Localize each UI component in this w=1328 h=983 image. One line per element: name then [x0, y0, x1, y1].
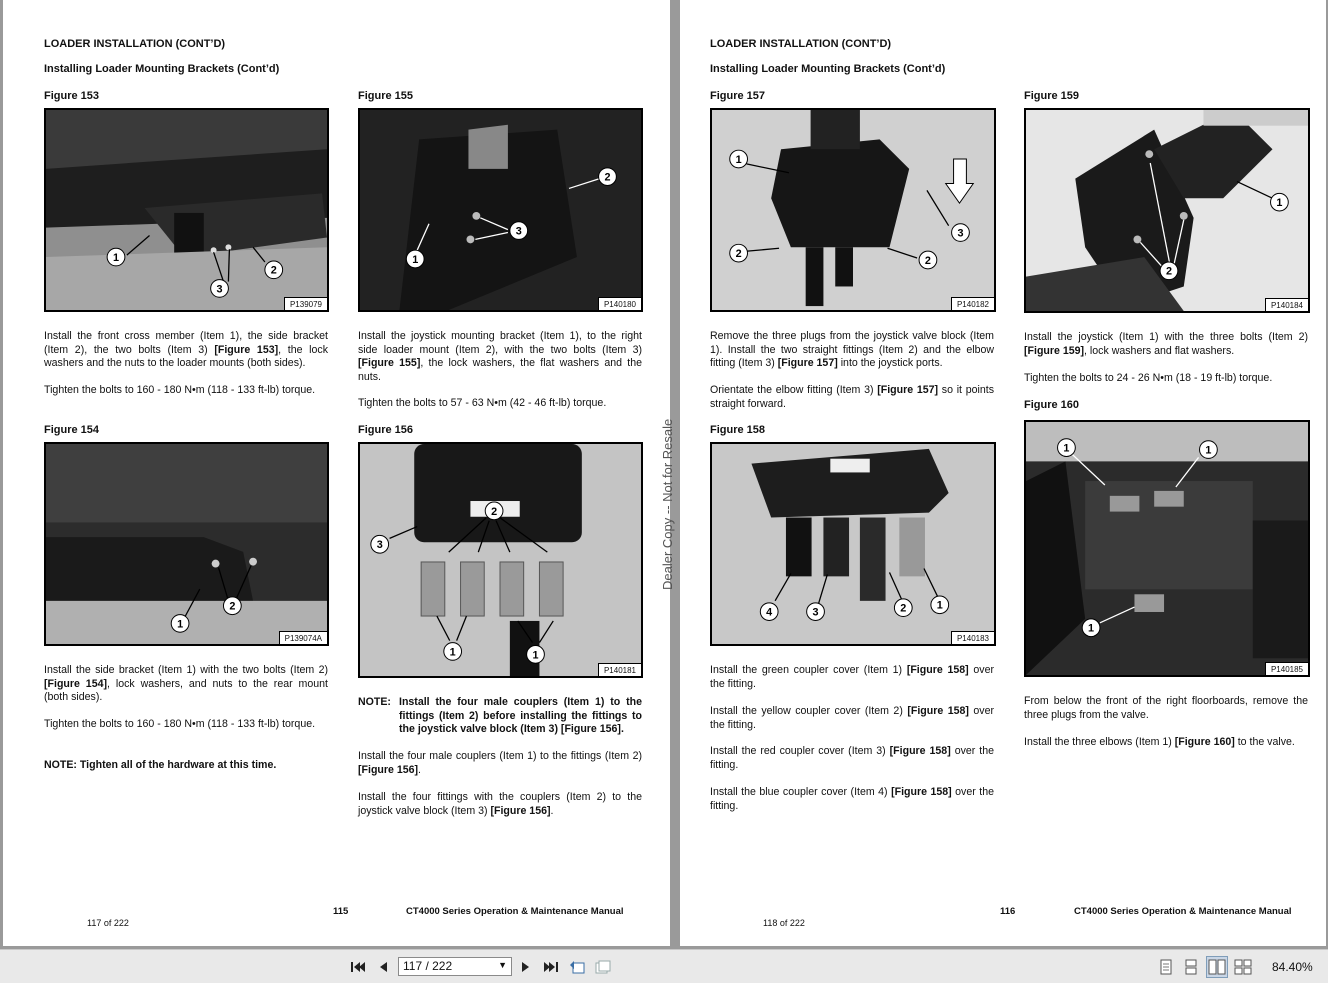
paragraph: Install the red coupler cover (Item 3) [Figure 158] over the fitting.	[710, 745, 994, 771]
figure-160-photo	[1024, 420, 1310, 677]
go-forward-view-button[interactable]	[592, 956, 614, 978]
right-page	[680, 0, 1326, 946]
previous-page-button[interactable]	[372, 956, 394, 978]
page-number: 115	[333, 906, 349, 917]
photo-code: P140184	[1265, 298, 1308, 311]
figure-157-callout: 3	[957, 227, 964, 240]
figure-153-photo	[44, 108, 329, 312]
manual-title: CT4000 Series Operation & Maintenance Manual	[1074, 906, 1292, 917]
note: NOTE: Tighten all of the hardware at this time.	[44, 759, 277, 771]
paragraph: From below the front of the right floorboards, remove the three plugs from the valve.	[1024, 695, 1308, 721]
two-page-icon	[1208, 959, 1226, 975]
figure-159-callout: 2	[1165, 265, 1172, 278]
paragraph: Install the green coupler cover (Item 1) [Figure 158] over the fitting.	[710, 664, 994, 690]
viewer-toolbar	[0, 949, 1328, 983]
single-page-view-button[interactable]	[1155, 956, 1177, 978]
figure-159-photo	[1024, 108, 1310, 313]
last-page-button[interactable]	[540, 956, 562, 978]
first-page-icon	[350, 960, 366, 974]
figure-158-callout: 2	[900, 602, 907, 615]
figure-159-caption: Figure 159	[1024, 90, 1080, 102]
zoom-level[interactable]: 84.40%	[1272, 960, 1313, 974]
paragraph: Orientate the elbow fitting (Item 3) [Figure 157] so it points straight forward.	[710, 384, 995, 410]
next-view-icon	[594, 959, 612, 975]
figure-155-callout: 1	[412, 253, 419, 266]
figure-156-caption: Figure 156	[358, 424, 414, 436]
continuous-view-button[interactable]	[1180, 956, 1202, 978]
page-of-label: 118 of 222	[763, 918, 805, 928]
page-number-input[interactable]	[398, 957, 512, 976]
paragraph: Tighten the bolts to 160 - 180 N•m (118 - 133 ft-lb) torque.	[44, 718, 316, 730]
figure-156-callout: 3	[376, 539, 383, 552]
section-subheading: Installing Loader Mounting Brackets (Cont’d)	[710, 63, 946, 75]
page-field-value: 117 / 222	[403, 959, 453, 973]
note: NOTE: Install the four male couplers (Item 1) to the fittings (Item 2) before installing the fittings to the joystick valve block (Item 3) [Figure 156].	[358, 696, 642, 736]
figure-155-photo	[358, 108, 643, 312]
figure-153-callout: 2	[270, 264, 277, 277]
go-back-view-button[interactable]	[566, 956, 588, 978]
figure-157-callout: 2	[735, 248, 742, 261]
figure-158-callout: 1	[936, 599, 943, 612]
paragraph: Install the joystick mounting bracket (Item 1), to the right side loader mount (Item 2), with the two bolts (Item 3) [Figure 155], the lock washers, the flat washers and the nuts.	[358, 330, 642, 383]
figure-156-callout: 1	[449, 646, 456, 659]
continuous-page-icon	[1184, 959, 1198, 975]
photo-code: P139074A	[279, 631, 327, 644]
page-heading: LOADER INSTALLATION (CONT’D)	[710, 38, 892, 50]
figure-154-callout: 1	[177, 618, 184, 631]
figure-160-callout: 1	[1205, 444, 1212, 457]
section-subheading: Installing Loader Mounting Brackets (Cont’d)	[44, 63, 280, 75]
last-page-icon	[543, 960, 559, 974]
next-page-icon	[520, 960, 532, 974]
figure-159-callout: 1	[1276, 197, 1283, 210]
figure-154-caption: Figure 154	[44, 424, 100, 436]
figure-156-callout: 1	[532, 649, 539, 662]
figure-153-callout: 1	[112, 252, 120, 264]
next-page-button[interactable]	[515, 956, 537, 978]
figure-158-callout: 4	[766, 606, 773, 619]
paragraph: Install the four fittings with the couplers (Item 2) to the joystick valve block (Item 3) [Figure 156].	[358, 791, 642, 817]
chevron-down-icon[interactable]: ▼	[498, 960, 507, 970]
figure-153-caption: Figure 153	[44, 90, 100, 102]
figure-155-callout: 2	[604, 171, 611, 184]
two-page-view-button[interactable]	[1206, 956, 1228, 978]
figure-160-callout: 1	[1088, 622, 1095, 635]
manual-title: CT4000 Series Operation & Maintenance Manual	[406, 906, 624, 917]
figure-158-photo	[710, 442, 996, 646]
photo-code: P140180	[598, 297, 641, 310]
figure-154-photo	[44, 442, 329, 646]
first-page-button[interactable]	[347, 956, 369, 978]
two-page-continuous-icon	[1234, 959, 1252, 975]
figure-157-callout: 1	[735, 153, 742, 166]
paragraph: Tighten the bolts to 24 - 26 N•m (18 - 19 ft-lb) torque.	[1024, 372, 1273, 384]
figure-156-callout: 2	[491, 505, 498, 518]
figure-157-photo	[710, 108, 996, 312]
figure-160-callout: 1	[1063, 442, 1070, 455]
figure-157-callout: 2	[924, 254, 931, 267]
paragraph: Tighten the bolts to 160 - 180 N•m (118 - 133 ft-lb) torque.	[44, 384, 316, 396]
previous-view-icon	[568, 959, 586, 975]
figure-153-callout: 3	[216, 283, 223, 296]
figure-157-caption: Figure 157	[710, 90, 766, 102]
figure-155-callout: 3	[515, 225, 522, 238]
paragraph: Install the yellow coupler cover (Item 2) [Figure 158] over the fitting.	[710, 705, 994, 731]
page-number: 116	[1000, 906, 1016, 917]
figure-158-callout: 3	[812, 606, 819, 619]
figure-160-caption: Figure 160	[1024, 399, 1080, 411]
paragraph: Install the side bracket (Item 1) with the two bolts (Item 2) [Figure 154], lock washers, and nuts to the rear mount (both sides).	[44, 664, 328, 704]
figure-155-caption: Figure 155	[358, 90, 414, 102]
paragraph: Tighten the bolts to 57 - 63 N•m (42 - 46 ft-lb) torque.	[358, 397, 607, 409]
previous-page-icon	[377, 960, 389, 974]
figure-154-callout: 2	[229, 600, 236, 613]
figure-156-photo	[358, 442, 643, 678]
photo-code: P140185	[1265, 662, 1308, 675]
paragraph: Install the three elbows (Item 1) [Figure 160] to the valve.	[1024, 736, 1295, 748]
photo-code: P140183	[951, 631, 994, 644]
page-heading: LOADER INSTALLATION (CONT’D)	[44, 38, 226, 50]
paragraph: Install the blue coupler cover (Item 4) [Figure 158] over the fitting.	[710, 786, 994, 812]
left-page	[3, 0, 670, 946]
photo-code: P139079	[284, 297, 327, 310]
photo-code: P140181	[598, 663, 641, 676]
figure-158-caption: Figure 158	[710, 424, 766, 436]
photo-code: P140182	[951, 297, 994, 310]
two-page-continuous-view-button[interactable]	[1232, 956, 1254, 978]
paragraph: Install the joystick (Item 1) with the three bolts (Item 2) [Figure 159], lock washers and flat washers.	[1024, 331, 1308, 357]
page-of-label: 117 of 222	[87, 918, 129, 928]
single-page-icon	[1159, 959, 1173, 975]
paragraph: Install the front cross member (Item 1), the side bracket (Item 2), the two bolts (Item 3) [Figure 153], the lock washers and the nuts to the loader mounts (both sides).	[44, 330, 328, 370]
paragraph: Install the four male couplers (Item 1) to the fittings (Item 2) [Figure 156].	[358, 750, 642, 776]
paragraph: Remove the three plugs from the joystick valve block (Item 1). Install the two straight fittings (Item 2) and the elbow fitting (Item 3) [Figure 157] into the joystick ports.	[710, 330, 994, 370]
